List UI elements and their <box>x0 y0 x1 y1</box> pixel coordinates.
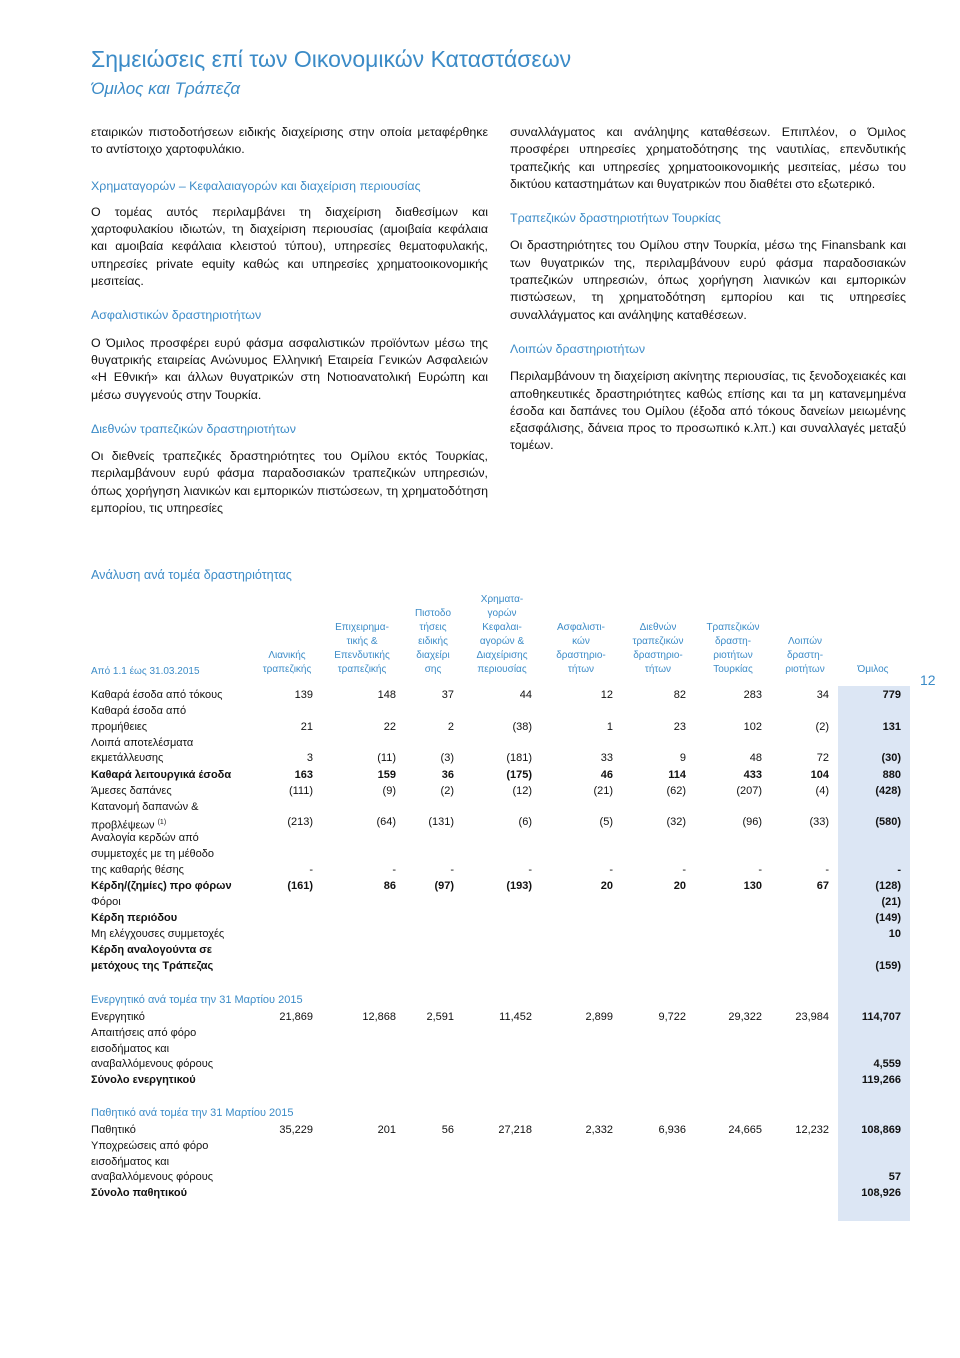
column-header: Ασφαλιστι- κών δραστηριο- τήτων <box>556 622 606 675</box>
segment-value-cell: - <box>528 863 532 876</box>
segment-value-cell: 3 <box>306 752 313 765</box>
table-row <box>91 736 911 767</box>
segment-value-cell: (97) <box>434 879 454 892</box>
left-column <box>91 124 488 517</box>
segment-value-cell: - <box>609 863 613 876</box>
segment-value-cell: 12 <box>600 689 613 701</box>
row-label: Απαιτήσεις από φόρο εισοδήματος και αναβαλλόμενους φόρους <box>91 1027 214 1071</box>
segment-value-cell: (207) <box>736 784 762 797</box>
segment-value-cell: 36 <box>441 768 454 781</box>
group-value-cell: (128) <box>875 879 901 892</box>
group-value-cell: 108,926 <box>861 1187 901 1200</box>
segment-value-cell: - <box>450 863 454 876</box>
group-value-cell: 119,266 <box>861 1074 901 1087</box>
group-value-cell: 4,559 <box>873 1058 901 1071</box>
segment-value-cell: - <box>392 863 396 876</box>
table-row <box>91 879 911 895</box>
row-label: Αναλογία κερδών από συμμετοχές με τη μέθοδο της καθαρής θέσης <box>91 832 214 876</box>
segment-value-cell: (12) <box>512 784 532 797</box>
group-value-cell: (580) <box>875 816 901 829</box>
segment-value-cell: 23,984 <box>795 1011 829 1023</box>
segment-value-cell: (175) <box>506 768 532 781</box>
segment-value-cell: 67 <box>816 879 829 892</box>
column-header: Λιανικής τραπεζικής <box>262 650 312 675</box>
column-header: Λοιπών δραστη- ριοτήτων <box>785 636 825 675</box>
group-value-cell: (149) <box>875 911 901 924</box>
segment-value-cell: 2 <box>447 720 454 733</box>
table-row <box>91 831 911 878</box>
group-value-cell: 779 <box>882 689 901 701</box>
row-label: Καθαρά έσοδα από προμήθειες <box>91 705 187 733</box>
right-intro: συναλλάγματος και ανάληψης καταθέσεων. Επιπλέον, ο Όμιλος προσφέρει υπηρεσίες χρηματοδότησης της ναυτιλίας, επενδυτικής τραπεζικής και υπηρεσίες χρηματοοικονομικής μεσιτείας, μέσω του δικτύου καταστημάτων και θυγατρικών που διαθέτει στο εξωτερικό. <box>510 125 906 191</box>
group-value-cell: (30) <box>881 752 901 765</box>
segment-value-cell: 12,232 <box>795 1124 829 1136</box>
segment-value-cell: 20 <box>673 879 686 892</box>
segment-value-cell: 102 <box>743 720 762 733</box>
segment-value-cell: (6) <box>518 816 532 829</box>
group-value-cell: 114,707 <box>861 1011 901 1023</box>
table-row <box>91 1026 911 1073</box>
group-value-cell: (159) <box>875 959 901 972</box>
segment-value-cell: - <box>682 863 686 876</box>
group-value-cell: 57 <box>888 1171 901 1184</box>
segment-value-cell: 2,332 <box>585 1124 613 1136</box>
group-value-cell: (21) <box>881 895 901 908</box>
segment-value-cell: 283 <box>743 689 762 701</box>
table-row <box>91 895 911 911</box>
segment-value-cell: (62) <box>666 784 686 797</box>
column-header: Όμιλος <box>857 664 889 675</box>
table-row <box>91 1123 911 1139</box>
segment-value-cell: 72 <box>816 752 829 765</box>
segment-value-cell: 163 <box>294 768 313 781</box>
segment-value-cell: 1 <box>606 720 613 733</box>
page-title: Σημειώσεις επί των Οικονομικών Καταστάσεων <box>91 46 572 72</box>
segment-value-cell: 201 <box>377 1124 396 1136</box>
row-label: Κέρδη/(ζημίες) προ φόρων <box>91 879 232 892</box>
table-row <box>91 768 911 784</box>
segment-value-cell: - <box>825 863 829 876</box>
segment-value-cell: 82 <box>673 689 686 701</box>
table-row <box>91 784 911 800</box>
segment-value-cell: 148 <box>377 689 396 701</box>
segment-value-cell: 24,665 <box>728 1124 762 1136</box>
segment-value-cell: 34 <box>816 689 829 701</box>
segment-value-cell: 46 <box>600 768 613 781</box>
segment-value-cell: 48 <box>749 752 762 765</box>
segment-value-cell: (2) <box>815 720 829 733</box>
segment-value-cell: 9,722 <box>658 1011 686 1023</box>
row-label: Λοιπά αποτελέσματα εκμετάλλευσης <box>91 736 194 765</box>
row-label: Ενεργητικό <box>91 1011 145 1023</box>
segment-value-cell: 2,591 <box>426 1011 454 1023</box>
row-label: Μη ελέγχουσες συμμετοχές <box>91 928 225 940</box>
row-label: Καθαρά έσοδα από τόκους <box>91 689 223 701</box>
segment-value-cell: (193) <box>506 879 532 892</box>
segment-value-cell: 22 <box>383 720 396 733</box>
row-label: Σύνολο ενεργητικού <box>91 1074 196 1087</box>
segment-value-cell: 114 <box>668 768 686 781</box>
row-label: Άμεσες δαπάνες <box>91 784 172 797</box>
table-row <box>91 1139 911 1186</box>
left-text-1: Ο τομέας αυτός περιλαμβάνει τη διαχείριση διαθεσίμων και χαρτοφυλακίου ιδιωτών, τη διαχείριση περιουσίας (αμοιβαία κεφάλαια και αμοιβαία κεφάλαια κλειστού τύπου), υπηρεσίες θεματοφυλακής, υπηρεσίες private equity καθώς και υπηρεσίες χρηματοοικονομικής μεσιτείας. <box>91 204 488 289</box>
right-heading-2: Λοιπών δραστηριοτήτων <box>510 341 646 356</box>
group-value-cell: 880 <box>882 768 901 781</box>
assets-section-title: Ενεργητικό ανά τομέα την 31 Μαρτίου 2015 <box>91 994 303 1006</box>
segment-value-cell: (2) <box>440 784 454 797</box>
right-heading-1: Τραπεζικών δραστηριοτήτων Τουρκίας <box>510 211 721 226</box>
segment-value-cell: 35,229 <box>279 1124 313 1136</box>
segment-value-cell: (3) <box>440 752 454 765</box>
right-text-2: Περιλαμβάνουν τη διαχείριση ακίνητης περιουσίας, τις ξενοδοχειακές και αποθηκευτικές δραστηριότητες καθώς επίσης και τα μη κατανεμημένα έσοδα και δαπάνες του Ομίλου (έξοδα από τόκους δανείων μειωμένης εξασφάλισης, δάνεια προς το προσωπικό κ.λπ.) και συναλλαγές μεταξύ τομέων. <box>510 369 906 453</box>
segment-value-cell: 23 <box>673 720 686 733</box>
left-heading-3: Διεθνών τραπεζικών δραστηριοτήτων <box>91 421 296 436</box>
table-row <box>91 927 911 943</box>
table-row <box>91 688 911 704</box>
segment-value-cell: 27,218 <box>498 1124 532 1136</box>
segment-value-cell: 20 <box>600 879 613 892</box>
segment-value-cell: (213) <box>287 816 313 829</box>
liabilities-section-title: Παθητικό ανά τομέα την 31 Μαρτίου 2015 <box>91 1107 294 1119</box>
segment-value-cell: - <box>309 863 313 876</box>
column-header: Πιστοδο τήσεις ειδικής διαχείρι σης <box>414 608 452 675</box>
group-value-cell: (428) <box>875 784 901 797</box>
group-value-cell: - <box>897 863 901 876</box>
row-label: Υποχρεώσεις από φόρο εισοδήματος και αναβαλλόμενους φόρους <box>91 1140 214 1184</box>
segment-value-cell: 21 <box>300 720 313 733</box>
segment-value-cell: 104 <box>810 768 829 781</box>
segment-value-cell: (11) <box>377 752 396 765</box>
segment-value-cell: 159 <box>377 768 396 781</box>
segment-value-cell: (161) <box>287 879 313 892</box>
table-row <box>91 943 911 974</box>
left-intro: εταιρικών πιστοδοτήσεων ειδικής διαχείρισης στην οποία μεταφέρθηκε το αντίστοιχο χαρτοφυλάκιο. <box>91 125 488 157</box>
segment-value-cell: (38) <box>512 720 532 733</box>
page-number: 12 <box>920 672 936 688</box>
row-label: Κέρδη αναλογούντα σε μετόχους της Τράπεζας <box>91 944 214 972</box>
segment-value-cell: (181) <box>506 752 532 765</box>
segment-value-cell: (9) <box>382 784 396 797</box>
row-label: Κατανομή δαπανών & προβλέψεων $^{(1)}$ <box>91 800 199 832</box>
row-label: Κέρδη περιόδου <box>91 911 178 924</box>
group-value-cell: 10 <box>888 928 901 940</box>
segment-value-cell: 56 <box>441 1124 454 1136</box>
column-header: Χρηματα- γορών Κεφαλαι- αγορών & Διαχείρισης περιουσίας <box>476 594 528 675</box>
segment-value-cell: 21,869 <box>279 1011 313 1023</box>
segment-value-cell: 433 <box>743 768 762 781</box>
page-subtitle: Όμιλος και Τράπεζα <box>91 79 241 98</box>
segment-value-cell: 33 <box>600 752 613 765</box>
segment-value-cell: (4) <box>815 784 829 797</box>
left-text-2: Ο Όμιλος προσφέρει ευρύ φάσμα ασφαλιστικών προϊόντων μέσω της θυγατρικής εταιρείας Ανώνυμος Ελληνική Εταιρεία Γενικών Ασφαλειών «Η Εθνική» και άλλων θυγατρικών στη Νοτιοανατολική Ευρώπη και μέσω συγγενούς στην Τουρκία. <box>91 335 488 402</box>
segment-value-cell: 37 <box>441 689 454 701</box>
row-label: Παθητικό <box>91 1124 136 1136</box>
segment-value-cell: 29,322 <box>728 1011 762 1023</box>
right-text-1: Οι δραστηριότητες του Ομίλου στην Τουρκία, μέσω της Finansbank και των θυγατρικών της, περιλαμβάνουν ευρύ φάσμα παραδοσιακών τραπεζικών υπηρεσιών, όπως χορήγηση λιανικών και εμπορικών πιστώσεων, τη χρηματοδότηση εμπορίου και τις υπηρεσίες συναλλάγματος και ανάληψης καταθέσεων. <box>510 238 906 322</box>
segment-value-cell: 130 <box>743 879 762 892</box>
segment-value-cell: 86 <box>383 879 396 892</box>
segment-value-cell: 12,868 <box>362 1011 396 1023</box>
segment-value-cell: (32) <box>666 816 686 829</box>
column-header: Επιχειρημα- τικής & Επενδυτικής τραπεζικής <box>334 622 390 675</box>
table-row <box>91 704 911 735</box>
group-value-cell: 108,869 <box>861 1124 901 1136</box>
right-column <box>510 124 906 455</box>
row-label: Καθαρά λειτουργικά έσοδα <box>91 768 232 781</box>
segment-value-cell: 2,899 <box>585 1011 613 1023</box>
segment-value-cell: 11,452 <box>499 1011 532 1023</box>
segment-value-cell: 44 <box>519 689 532 701</box>
segment-value-cell: - <box>758 863 762 876</box>
table-row <box>91 1186 911 1202</box>
row-label: Σύνολο παθητικού <box>91 1187 187 1200</box>
row-label: Φόροι <box>91 895 121 908</box>
column-header: Τραπεζικών δραστη- ριοτήτων Τουρκίας <box>706 622 760 675</box>
table-row <box>91 1073 911 1089</box>
segment-value-cell: (5) <box>599 816 613 829</box>
table-period: Από 1.1 έως 31.03.2015 <box>91 666 200 677</box>
segment-value-cell: (64) <box>376 816 396 829</box>
segment-value-cell: (111) <box>288 784 313 797</box>
segment-value-cell: (96) <box>742 816 762 829</box>
segment-value-cell: 9 <box>679 752 686 765</box>
segment-value-cell: 139 <box>294 689 313 701</box>
table-row <box>91 1010 911 1026</box>
column-header: Διεθνών τραπεζικών δραστηριο- τήτων <box>632 622 684 675</box>
segment-value-cell: (131) <box>428 816 454 829</box>
segment-value-cell: (21) <box>593 784 613 797</box>
segment-value-cell: 6,936 <box>658 1124 686 1136</box>
segment-value-cell: (33) <box>809 816 829 829</box>
left-heading-2: Ασφαλιστικών δραστηριοτήτων <box>91 308 262 323</box>
left-text-3: Οι διεθνείς τραπεζικές δραστηριότητες του Ομίλου εκτός Τουρκίας, περιλαμβάνουν ευρύ φάσμα παραδοσιακών τραπεζικών υπηρεσιών, όπως χορήγηση λιανικών και εμπορικών πιστώσεων, τη χρηματοδότηση εμπορίου, τις υπηρεσίες <box>91 449 488 516</box>
table-title: Ανάλυση ανά τομέα δραστηριότητας <box>91 568 292 582</box>
table-row <box>91 911 911 927</box>
table-row <box>91 800 911 831</box>
group-value-cell: 131 <box>882 720 901 733</box>
left-heading-1: Χρηματαγορών – Κεφαλαιαγορών και διαχείριση περιουσίας <box>91 178 421 193</box>
